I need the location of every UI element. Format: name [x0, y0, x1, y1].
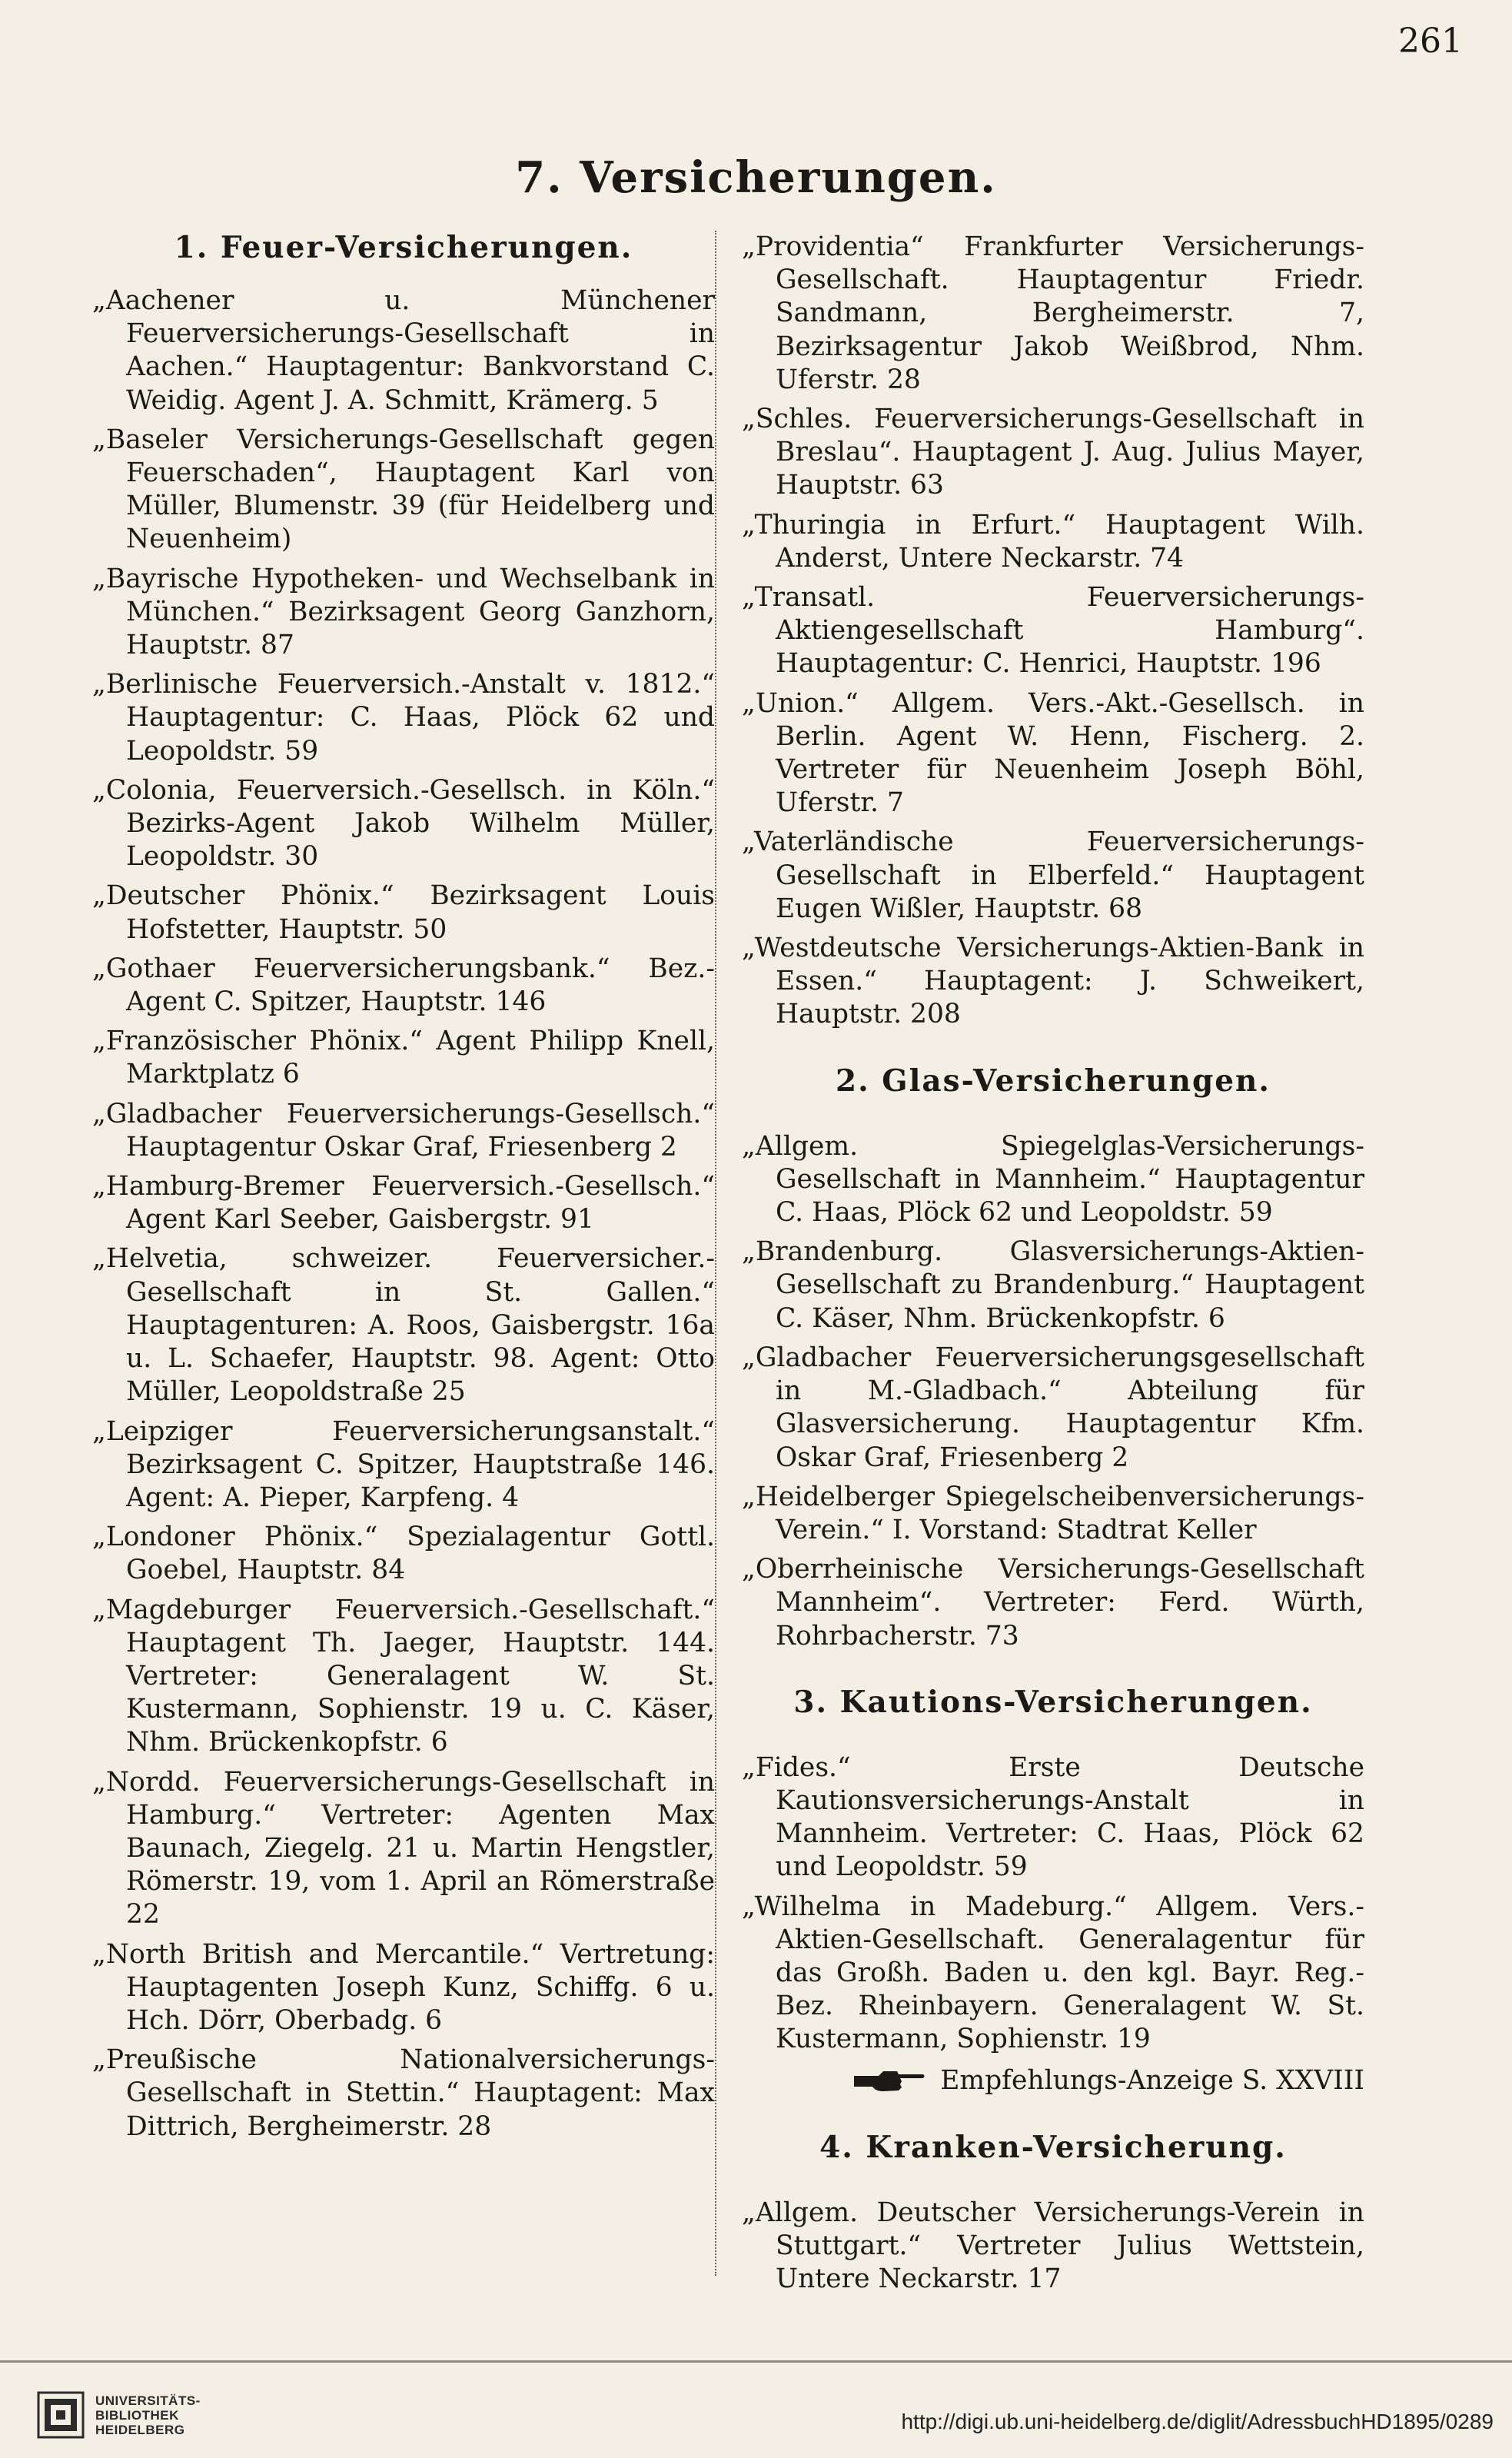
logo-line: BIBLIOTHEK	[95, 2407, 179, 2423]
entry: „Bayrische Hypotheken- und Wechselbank in München.“ Bezirksagent Georg Ganzhorn, Hauptstr. 87	[92, 563, 715, 661]
entry: „Deutscher Phönix.“ Bezirksagent Louis Hofstetter, Hauptstr. 50	[92, 880, 715, 945]
advertisement-note: Empfehlungs-Anzeige S. XXVIII	[940, 2064, 1364, 2096]
right-column	[742, 231, 1364, 2302]
digitization-footer	[0, 2360, 1512, 2458]
entry: „Brandenburg. Glasversicherungs-Aktien-Gesellschaft zu Brandenburg.“ Hauptagent C. Käser, Nhm. Brückenkopfstr. 6	[742, 1236, 1364, 1334]
library-logo	[37, 2391, 201, 2439]
section-heading-caution: 3. Kautions-Versicherungen.	[793, 1684, 1313, 1720]
entry: „Vaterländische Feuerversicherungs-Gesellschaft in Elberfeld.“ Hauptagent Eugen Wißler, Hauptstr. 68	[742, 827, 1364, 924]
entry: „Preußische Nationalversicherungs-Gesellschaft in Stettin.“ Hauptagent: Max Dittrich, Bergheimerstr. 28	[92, 2044, 715, 2142]
logo-text	[95, 2393, 201, 2437]
entry: „Oberrheinische Versicherungs-Gesellschaft Mannheim“. Vertreter: Ferd. Würth, Rohrbacherstr. 73	[742, 1554, 1364, 1651]
entry: „Londoner Phönix.“ Spezialagentur Gottl. Goebel, Hauptstr. 84	[92, 1522, 715, 1586]
entry: „Schles. Feuerversicherungs-Gesellschaft in Breslau“. Hauptagent J. Aug. Julius Mayer, Hauptstr. 63	[742, 404, 1364, 501]
chapter-title: 7. Versicherungen.	[515, 152, 997, 203]
logo-line: HEIDELBERG	[95, 2422, 185, 2437]
entry: „Hamburg-Bremer Feuerversich.-Gesellsch.“ Agent Karl Seeber, Gaisbergstr. 91	[92, 1171, 715, 1236]
entry: „Baseler Versicherungs-Gesellschaft gegen Feuerschaden“, Hauptagent Karl von Müller, Blumenstr. 39 (für Heidelberg und Neuenheim)	[92, 424, 715, 555]
column-divider	[715, 231, 716, 2276]
entry: „Gladbacher Feuerversicherungs-Gesellsch.“ Hauptagentur Oskar Graf, Friesenberg 2	[92, 1098, 715, 1162]
entry: „Union.“ Allgem. Vers.-Akt.-Gesellsch. in Berlin. Agent W. Henn, Fischerg. 2. Vertreter für Neuenheim Joseph Böhl, Uferstr. 7	[742, 687, 1364, 819]
pointing-hand-icon	[852, 2065, 926, 2096]
entry: „Thuringia in Erfurt.“ Hauptagent Wilh. Anderst, Untere Neckarstr. 74	[742, 509, 1364, 574]
entry: „Fides.“ Erste Deutsche Kautionsversicherungs-Anstalt in Mannheim. Vertreter: C. Haas, Plöck 62 und Leopoldstr. 59	[742, 1751, 1364, 1883]
entry: „Aachener u. Münchener Feuerversicherungs-Gesellschaft in Aachen.“ Hauptagentur: Bankvorstand C. Weidig. Agent J. A. Schmitt, Krämerg. 5	[92, 285, 715, 416]
logo-line: UNIVERSITÄTS-	[95, 2393, 201, 2408]
library-logo-icon	[37, 2391, 85, 2439]
entry: „Leipziger Feuerversicherungsanstalt.“ Bezirksagent C. Spitzer, Hauptstraße 146. Agent: A. Pieper, Karpfeng. 4	[92, 1415, 715, 1513]
entry: „Gothaer Feuerversicherungsbank.“ Bez.-Agent C. Spitzer, Hauptstr. 146	[92, 953, 715, 1018]
footer-rule	[0, 2360, 1512, 2363]
section-heading-health: 4. Kranken-Versicherung.	[819, 2129, 1287, 2165]
entry: „Magdeburger Feuerversich.-Gesellschaft.“ Hauptagent Th. Jaeger, Hauptstr. 144. Vertreter: Generalagent W. St. Kustermann, Sophienstr. 19 u. C. Käser, Nhm. Brückenkopfstr. 6	[92, 1594, 715, 1758]
entry: „Wilhelma in Madeburg.“ Allgem. Vers.-Aktien-Gesellschaft. Generalagentur für das Großh. Baden u. den kgl. Bayr. Reg.-Bez. Rheinbayern. Generalagent W. St. Kustermann, Sophienstr. 19	[742, 1891, 1364, 2055]
entry: „Französischer Phönix.“ Agent Philipp Knell, Marktplatz 6	[92, 1026, 715, 1090]
entry: „Providentia“ Frankfurter Versicherungs-Gesellschaft. Hauptagentur Friedr. Sandmann, Bergheimerstr. 7, Bezirksagentur Jakob Weißbrod, Nhm. Uferstr. 28	[742, 231, 1364, 395]
entry: „Berlinische Feuerversich.-Anstalt v. 1812.“ Hauptagentur: C. Haas, Plöck 62 und Leopoldstr. 59	[92, 669, 715, 767]
source-url-link[interactable]: http://digi.ub.uni-heidelberg.de/diglit/AdressbuchHD1895/0289	[901, 2410, 1494, 2433]
entry: „Helvetia, schweizer. Feuerversicher.-Gesellschaft in St. Gallen.“ Hauptagenturen: A. Roos, Gaisbergstr. 16a u. L. Schaefer, Hauptstr. 98. Agent: Otto Müller, Leopoldstraße 25	[92, 1243, 715, 1408]
entry: „North British and Mercantile.“ Vertretung: Hauptagenten Joseph Kunz, Schiffg. 6 u. Hch. Dörr, Oberbadg. 6	[92, 1938, 715, 2036]
section-heading-fire: 1. Feuer-Versicherungen.	[174, 230, 633, 265]
entry: „Allgem. Deutscher Versicherungs-Verein in Stuttgart.“ Vertreter Julius Wettstein, Untere Neckarstr. 17	[742, 2197, 1364, 2294]
entry: „Allgem. Spiegelglas-Versicherungs-Gesellschaft in Mannheim.“ Hauptagentur C. Haas, Plöck 62 und Leopoldstr. 59	[742, 1130, 1364, 1229]
entry: „Heidelberger Spiegelscheibenversicherungs-Verein.“ I. Vorstand: Stadtrat Keller	[742, 1481, 1364, 1545]
section-heading-glass: 2. Glas-Versicherungen.	[836, 1063, 1271, 1099]
entry: „Nordd. Feuerversicherungs-Gesellschaft in Hamburg.“ Vertreter: Agenten Max Baunach, Ziegelg. 21 u. Martin Hengstler, Römerstr. 19, vom 1. April an Römerstraße 22	[92, 1766, 715, 1931]
left-column	[92, 231, 715, 2150]
entry: „Westdeutsche Versicherungs-Aktien-Bank in Essen.“ Hauptagent: J. Schweikert, Hauptstr. 208	[742, 933, 1364, 1030]
page-number: 261	[1398, 22, 1463, 61]
entry: „Gladbacher Feuerversicherungsgesellschaft in M.-Gladbach.“ Abteilung für Glasversicherung. Hauptagentur Kfm. Oskar Graf, Friesenberg 2	[742, 1342, 1364, 1473]
entry: „Transatl. Feuerversicherungs-Aktiengesellschaft Hamburg“. Hauptagentur: C. Henrici, Hauptstr. 196	[742, 582, 1364, 680]
advertisement-reference	[742, 2063, 1364, 2098]
entry: „Colonia, Feuerversich.-Gesellsch. in Köln.“ Bezirks-Agent Jakob Wilhelm Müller, Leopoldstr. 30	[92, 774, 715, 873]
